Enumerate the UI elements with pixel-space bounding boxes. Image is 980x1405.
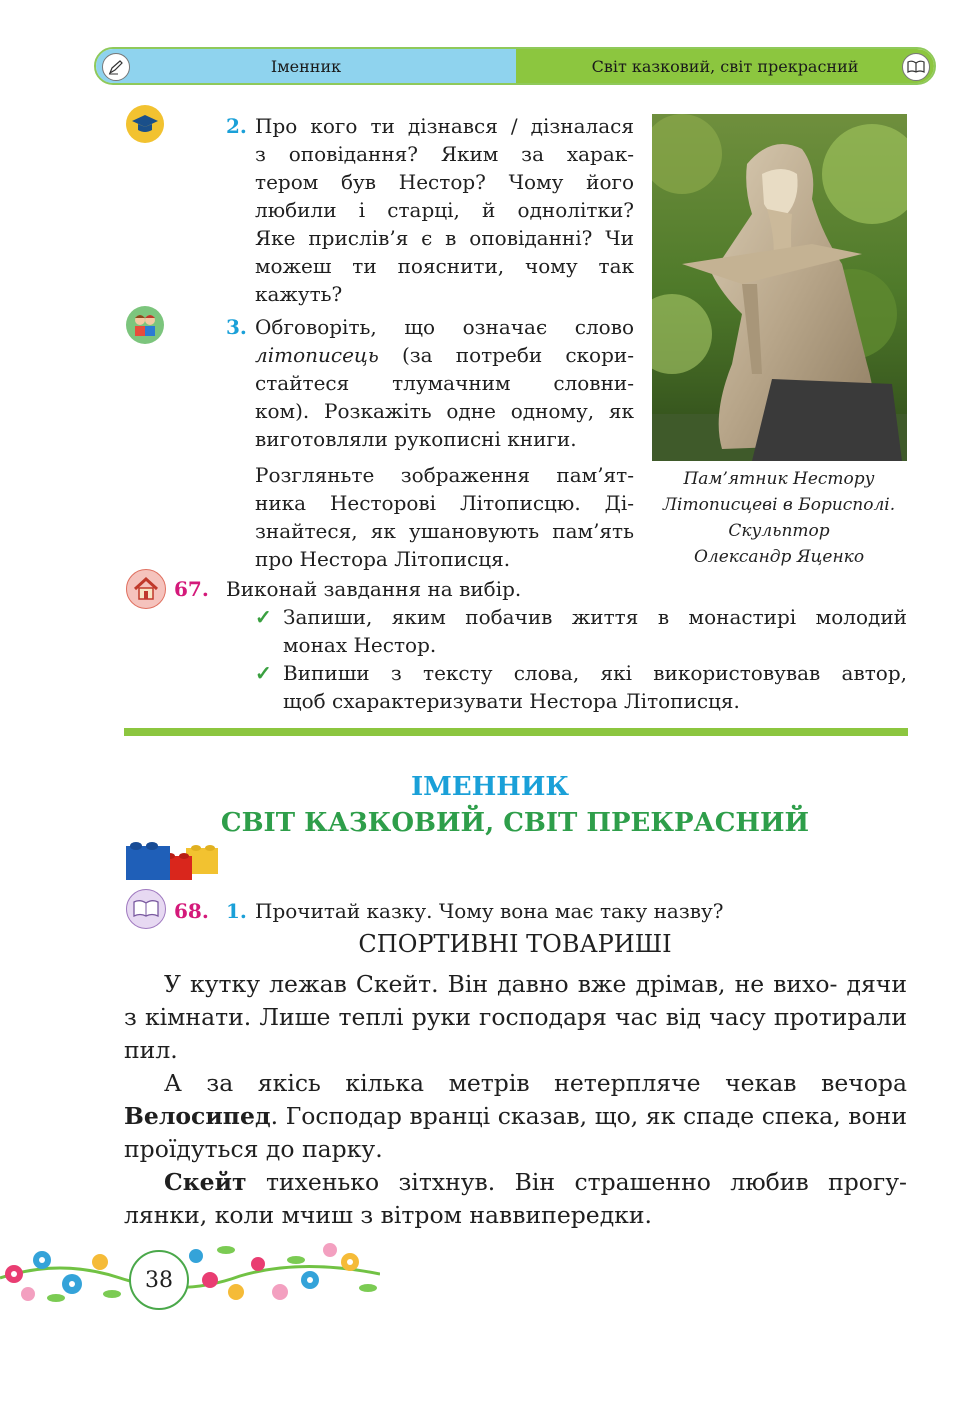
task-3-line: виготовляли рукописні книги. [255,427,577,451]
graduation-cap-icon [126,105,164,143]
story-title: СПОРТИВНІ ТОВАРИШІ [358,930,672,958]
story-text-run: . Господар вранці сказав, що, як спаде спека, вони проїдуться до парку. [124,1102,907,1163]
caption-line: Скульптор [728,521,830,541]
pair-work-icon [126,306,164,344]
option-text: Випиши з тексту слова, які використовував автор, [283,661,907,685]
story-text-run: А за якісь кілька метрів нетерпляче чекав вечора [164,1069,907,1097]
story-text-run: тихенько зітхнув. Він страшенно любив прогу- лянки, коли мчиш з вітром наввипередки. [124,1168,907,1229]
photo-caption [648,466,910,570]
task-3-line-rest: (за потреби скори- [378,343,634,367]
task-3-extra-line: Розгляньте зображення пам’ят- [255,463,634,487]
task-3-number: 3. [226,315,247,339]
caption-line: Літописцеві в Борисполі. [662,495,896,515]
task-2-line: Яке прислів’я є в оповіданні? Чи [255,226,634,250]
task-2-line: тером був Нестор? Чому його [255,170,634,194]
task-2-line: з оповідання? Яким за харак- [255,142,634,166]
flower-border-decoration [0,1238,380,1312]
exercise-67-option [255,603,907,659]
exercise-67 [174,575,907,715]
task-3 [226,313,634,573]
caption-line: Пам’ятник Нестору [683,469,875,489]
story-paragraph [124,1166,907,1232]
task-2 [226,112,634,308]
story-text [124,968,907,1232]
pencil-icon [102,53,130,81]
term-litopysets: літописець [255,343,379,367]
task-2-number: 2. [226,114,247,138]
task-3-line [226,341,634,369]
chapter-header-bar [94,47,936,85]
monument-photo [652,114,907,461]
section-title-sub: СВІТ КАЗКОВИЙ, СВІТ ПРЕКРАСНИЙ [220,808,810,838]
caption-line: Олександр Яценко [693,547,865,567]
section-divider [124,728,908,736]
story-paragraph [124,1067,907,1166]
page-number: 38 [129,1250,189,1310]
exercise-68-task-number: 1. [226,899,247,923]
bold-word-skeit: Скейт [164,1168,247,1196]
header-right-title: Світ казковий, світ прекрасний [591,56,859,76]
story-paragraph: У кутку лежав Скейт. Він давно вже дрімав, не вихо- дячи з кімнати. Лише теплі руки господаря час від часу протирали пил. [124,970,907,1064]
option-text: монах Нестор. [283,633,437,657]
exercise-68 [174,897,907,925]
task-3-line: ком). Розкажіть одне одному, як [255,399,634,423]
checkmark-icon: ✓ [255,661,272,685]
reading-book-icon [126,889,166,929]
task-3-extra-line: знайтеся, як ушановують пам’ять [255,519,634,543]
home-icon [126,569,166,609]
task-2-line: Про кого ти дізнався / дізналася [255,114,634,138]
exercise-67-intro: Виконай завдання на вибір. [226,577,522,601]
bold-word-velosyped: Велосипед [124,1102,271,1130]
header-left-segment [96,49,516,83]
exercise-68-task-text: Прочитай казку. Чому вона має таку назву? [255,899,724,923]
option-text: щоб схарактеризувати Нестора Літописця. [283,689,740,713]
book-icon [902,53,930,81]
task-3-extra-line: про Нестора Літописця. [255,547,511,571]
task-2-line: можеш ти пояснити, чому так [255,254,634,278]
exercise-68-number: 68. [174,899,209,923]
task-3-line: стайтеся тлумачним словни- [255,371,634,395]
checkmark-icon: ✓ [255,605,272,629]
exercise-67-number: 67. [174,577,209,601]
task-3-extra-line: ника Несторові Літописцю. Ді- [255,491,634,515]
option-text: Запиши, яким побачив життя в монастирі молодий [283,605,907,629]
header-right-segment [516,49,934,83]
exercise-67-option [255,659,907,715]
task-3-line: Обговоріть, що означає слово [255,315,634,339]
task-2-line: кажуть? [255,282,343,306]
section-title-main: ІМЕННИК [410,772,570,802]
building-blocks-icon [124,836,220,884]
task-2-line: любили і старці, й однолітки? [255,198,634,222]
header-left-title: Іменник [270,56,342,76]
